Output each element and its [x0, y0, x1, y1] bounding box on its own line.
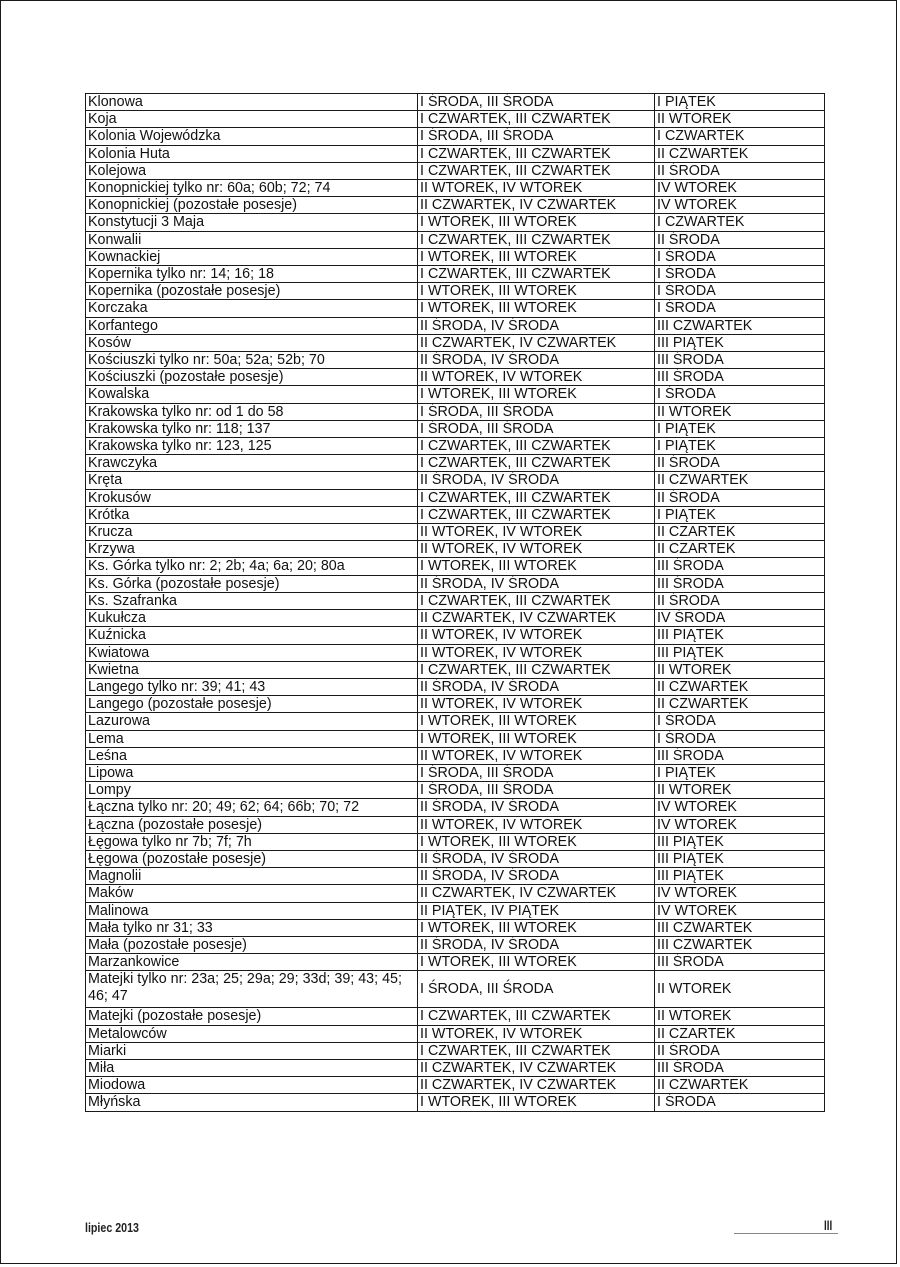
page-number: III	[824, 1217, 833, 1233]
mixed-waste-days-cell: I WTOREK, III WTOREK	[418, 214, 655, 231]
street-cell: Krakowska tylko nr: 118; 137	[86, 420, 418, 437]
street-cell: Mała tylko nr 31; 33	[86, 919, 418, 936]
mixed-waste-days-cell: II CZWARTEK, IV CZWARTEK	[418, 610, 655, 627]
selective-waste-day-cell: I ŚRODA	[655, 386, 825, 403]
table-row	[86, 248, 825, 265]
selective-waste-day-cell: II WTOREK	[655, 971, 825, 1008]
selective-waste-day-cell: II CZWARTEK	[655, 472, 825, 489]
mixed-waste-days-cell: I WTOREK, III WTOREK	[418, 919, 655, 936]
street-cell: Miodowa	[86, 1077, 418, 1094]
street-cell: Konstytucji 3 Maja	[86, 214, 418, 231]
selective-waste-day-cell: II ŚRODA	[655, 231, 825, 248]
table-row	[86, 1025, 825, 1042]
mixed-waste-days-cell: I ŚRODA, III ŚRODA	[418, 971, 655, 1008]
street-cell: Krótka	[86, 506, 418, 523]
table-row	[86, 472, 825, 489]
selective-waste-day-cell: III ŚRODA	[655, 954, 825, 971]
mixed-waste-days-cell: II ŚRODA, IV ŚRODA	[418, 799, 655, 816]
table-row	[86, 455, 825, 472]
mixed-waste-days-cell: II ŚRODA, IV ŚRODA	[418, 317, 655, 334]
selective-waste-day-cell: III PIĄTEK	[655, 644, 825, 661]
street-cell: Kuźnicka	[86, 627, 418, 644]
selective-waste-day-cell: II WTOREK	[655, 1008, 825, 1025]
table-row	[86, 524, 825, 541]
street-cell: Lazurowa	[86, 713, 418, 730]
street-cell: Matejki tylko nr: 23a; 25; 29a; 29; 33d; 39; 43; 45; 46; 47	[86, 971, 418, 1008]
mixed-waste-days-cell: II ŚRODA, IV ŚRODA	[418, 352, 655, 369]
selective-waste-day-cell: IV WTOREK	[655, 799, 825, 816]
table-row	[86, 231, 825, 248]
street-cell: Krakowska tylko nr: 123, 125	[86, 438, 418, 455]
footer-date: lipiec 2013	[85, 1220, 139, 1235]
street-cell: Kościuszki tylko nr: 50a; 52a; 52b; 70	[86, 352, 418, 369]
table-row	[86, 317, 825, 334]
table-row	[86, 713, 825, 730]
street-cell: Łęgowa tylko nr 7b; 7f; 7h	[86, 833, 418, 850]
selective-waste-day-cell: I ŚRODA	[655, 266, 825, 283]
selective-waste-day-cell: I ŚRODA	[655, 713, 825, 730]
street-cell: Krzywa	[86, 541, 418, 558]
mixed-waste-days-cell: II WTOREK, IV WTOREK	[418, 696, 655, 713]
table-row	[86, 868, 825, 885]
selective-waste-day-cell: IV WTOREK	[655, 816, 825, 833]
selective-waste-day-cell: III ŚRODA	[655, 747, 825, 764]
selective-waste-day-cell: IV WTOREK	[655, 885, 825, 902]
mixed-waste-days-cell: I CZWARTEK, III CZWARTEK	[418, 506, 655, 523]
street-cell: Krawczyka	[86, 455, 418, 472]
mixed-waste-days-cell: I ŚRODA, III ŚRODA	[418, 94, 655, 111]
street-cell: Łączna tylko nr: 20; 49; 62; 64; 66b; 70; 72	[86, 799, 418, 816]
footer-rule	[734, 1233, 838, 1234]
street-cell: Młyńska	[86, 1094, 418, 1111]
mixed-waste-days-cell: I CZWARTEK, III CZWARTEK	[418, 1042, 655, 1059]
selective-waste-day-cell: II WTOREK	[655, 111, 825, 128]
street-cell: Kwiatowa	[86, 644, 418, 661]
mixed-waste-days-cell: II ŚRODA, IV ŚRODA	[418, 678, 655, 695]
mixed-waste-days-cell: I WTOREK, III WTOREK	[418, 1094, 655, 1111]
table-row	[86, 1077, 825, 1094]
mixed-waste-days-cell: II WTOREK, IV WTOREK	[418, 524, 655, 541]
schedule-table-body	[86, 94, 825, 1112]
selective-waste-day-cell: II CZWARTEK	[655, 696, 825, 713]
table-row	[86, 420, 825, 437]
selective-waste-day-cell: I CZWARTEK	[655, 214, 825, 231]
table-row	[86, 644, 825, 661]
table-row	[86, 1008, 825, 1025]
mixed-waste-days-cell: I CZWARTEK, III CZWARTEK	[418, 455, 655, 472]
street-cell: Kwietna	[86, 661, 418, 678]
mixed-waste-days-cell: II WTOREK, IV WTOREK	[418, 180, 655, 197]
selective-waste-day-cell: IV WTOREK	[655, 197, 825, 214]
table-row	[86, 1094, 825, 1111]
table-row	[86, 678, 825, 695]
selective-waste-day-cell: I ŚRODA	[655, 1094, 825, 1111]
selective-waste-day-cell: I ŚRODA	[655, 300, 825, 317]
street-cell: Kopernika (pozostałe posesje)	[86, 283, 418, 300]
selective-waste-day-cell: I PIĄTEK	[655, 506, 825, 523]
selective-waste-day-cell: II ŚRODA	[655, 489, 825, 506]
selective-waste-day-cell: I PIĄTEK	[655, 420, 825, 437]
mixed-waste-days-cell: I ŚRODA, III ŚRODA	[418, 764, 655, 781]
street-cell: Krokusów	[86, 489, 418, 506]
street-cell: Kopernika tylko nr: 14; 16; 18	[86, 266, 418, 283]
table-row	[86, 352, 825, 369]
street-cell: Kościuszki (pozostałe posesje)	[86, 369, 418, 386]
selective-waste-day-cell: II WTOREK	[655, 782, 825, 799]
mixed-waste-days-cell: II CZWARTEK, IV CZWARTEK	[418, 197, 655, 214]
mixed-waste-days-cell: I WTOREK, III WTOREK	[418, 713, 655, 730]
street-cell: Metalowców	[86, 1025, 418, 1042]
mixed-waste-days-cell: I WTOREK, III WTOREK	[418, 558, 655, 575]
street-cell: Krucza	[86, 524, 418, 541]
mixed-waste-days-cell: II WTOREK, IV WTOREK	[418, 627, 655, 644]
selective-waste-day-cell: II ŚRODA	[655, 162, 825, 179]
selective-waste-day-cell: I ŚRODA	[655, 730, 825, 747]
table-row	[86, 334, 825, 351]
mixed-waste-days-cell: II WTOREK, IV WTOREK	[418, 369, 655, 386]
street-cell: Kukułcza	[86, 610, 418, 627]
street-cell: Maków	[86, 885, 418, 902]
mixed-waste-days-cell: I CZWARTEK, III CZWARTEK	[418, 162, 655, 179]
street-cell: Kolonia Wojewódzka	[86, 128, 418, 145]
selective-waste-day-cell: III PIĄTEK	[655, 334, 825, 351]
collection-schedule-table	[85, 93, 825, 1112]
street-cell: Kosów	[86, 334, 418, 351]
mixed-waste-days-cell: II ŚRODA, IV ŚRODA	[418, 575, 655, 592]
street-cell: Malinowa	[86, 902, 418, 919]
table-row	[86, 782, 825, 799]
mixed-waste-days-cell: II ŚRODA, IV ŚRODA	[418, 868, 655, 885]
table-row	[86, 850, 825, 867]
table-row	[86, 936, 825, 953]
mixed-waste-days-cell: II WTOREK, IV WTOREK	[418, 747, 655, 764]
selective-waste-day-cell: II WTOREK	[655, 661, 825, 678]
street-cell: Kręta	[86, 472, 418, 489]
selective-waste-day-cell: III PIĄTEK	[655, 627, 825, 644]
street-cell: Klonowa	[86, 94, 418, 111]
table-row	[86, 885, 825, 902]
street-cell: Lema	[86, 730, 418, 747]
table-row	[86, 833, 825, 850]
selective-waste-day-cell: I ŚRODA	[655, 283, 825, 300]
table-row	[86, 283, 825, 300]
selective-waste-day-cell: II CZARTEK	[655, 1025, 825, 1042]
mixed-waste-days-cell: I WTOREK, III WTOREK	[418, 386, 655, 403]
mixed-waste-days-cell: I CZWARTEK, III CZWARTEK	[418, 489, 655, 506]
selective-waste-day-cell: III ŚRODA	[655, 575, 825, 592]
selective-waste-day-cell: II ŚRODA	[655, 455, 825, 472]
mixed-waste-days-cell: II ŚRODA, IV ŚRODA	[418, 936, 655, 953]
selective-waste-day-cell: II CZWARTEK	[655, 1077, 825, 1094]
mixed-waste-days-cell: I CZWARTEK, III CZWARTEK	[418, 438, 655, 455]
table-row	[86, 111, 825, 128]
table-row	[86, 627, 825, 644]
street-cell: Langego tylko nr: 39; 41; 43	[86, 678, 418, 695]
mixed-waste-days-cell: I CZWARTEK, III CZWARTEK	[418, 661, 655, 678]
table-row	[86, 799, 825, 816]
selective-waste-day-cell: III CZWARTEK	[655, 317, 825, 334]
table-row	[86, 902, 825, 919]
street-cell: Łączna (pozostałe posesje)	[86, 816, 418, 833]
street-cell: Łęgowa (pozostałe posesje)	[86, 850, 418, 867]
selective-waste-day-cell: I CZWARTEK	[655, 128, 825, 145]
table-row	[86, 266, 825, 283]
selective-waste-day-cell: IV ŚRODA	[655, 610, 825, 627]
mixed-waste-days-cell: I WTOREK, III WTOREK	[418, 954, 655, 971]
street-cell: Ks. Górka (pozostałe posesje)	[86, 575, 418, 592]
selective-waste-day-cell: I ŚRODA	[655, 248, 825, 265]
table-row	[86, 506, 825, 523]
table-row	[86, 180, 825, 197]
street-cell: Kolonia Huta	[86, 145, 418, 162]
table-row	[86, 438, 825, 455]
table-row	[86, 816, 825, 833]
mixed-waste-days-cell: II CZWARTEK, IV CZWARTEK	[418, 1077, 655, 1094]
mixed-waste-days-cell: I WTOREK, III WTOREK	[418, 300, 655, 317]
mixed-waste-days-cell: I ŚRODA, III ŚRODA	[418, 782, 655, 799]
selective-waste-day-cell: I PIĄTEK	[655, 438, 825, 455]
table-row	[86, 747, 825, 764]
mixed-waste-days-cell: II WTOREK, IV WTOREK	[418, 816, 655, 833]
mixed-waste-days-cell: I CZWARTEK, III CZWARTEK	[418, 145, 655, 162]
mixed-waste-days-cell: II CZWARTEK, IV CZWARTEK	[418, 334, 655, 351]
mixed-waste-days-cell: I WTOREK, III WTOREK	[418, 833, 655, 850]
table-row	[86, 661, 825, 678]
table-row	[86, 558, 825, 575]
table-row	[86, 764, 825, 781]
street-cell: Marzankowice	[86, 954, 418, 971]
mixed-waste-days-cell: I WTOREK, III WTOREK	[418, 283, 655, 300]
selective-waste-day-cell: II CZARTEK	[655, 524, 825, 541]
table-row	[86, 128, 825, 145]
mixed-waste-days-cell: I ŚRODA, III ŚRODA	[418, 128, 655, 145]
selective-waste-day-cell: II CZARTEK	[655, 541, 825, 558]
mixed-waste-days-cell: I ŚRODA, III ŚRODA	[418, 420, 655, 437]
selective-waste-day-cell: II ŚRODA	[655, 1042, 825, 1059]
selective-waste-day-cell: III ŚRODA	[655, 558, 825, 575]
table-row	[86, 403, 825, 420]
mixed-waste-days-cell: I CZWARTEK, III CZWARTEK	[418, 1008, 655, 1025]
table-row	[86, 489, 825, 506]
street-cell: Ks. Szafranka	[86, 592, 418, 609]
selective-waste-day-cell: II WTOREK	[655, 403, 825, 420]
table-row	[86, 145, 825, 162]
table-row	[86, 214, 825, 231]
mixed-waste-days-cell: II ŚRODA, IV ŚRODA	[418, 472, 655, 489]
selective-waste-day-cell: III CZWARTEK	[655, 936, 825, 953]
mixed-waste-days-cell: I CZWARTEK, III CZWARTEK	[418, 266, 655, 283]
selective-waste-day-cell: III ŚRODA	[655, 352, 825, 369]
mixed-waste-days-cell: II CZWARTEK, IV CZWARTEK	[418, 885, 655, 902]
table-row	[86, 919, 825, 936]
table-row	[86, 954, 825, 971]
selective-waste-day-cell: III PIĄTEK	[655, 833, 825, 850]
street-cell: Konopnickiej (pozostałe posesje)	[86, 197, 418, 214]
selective-waste-day-cell: IV WTOREK	[655, 902, 825, 919]
table-row	[86, 369, 825, 386]
street-cell: Kownackiej	[86, 248, 418, 265]
table-row	[86, 575, 825, 592]
selective-waste-day-cell: III CZWARTEK	[655, 919, 825, 936]
mixed-waste-days-cell: I WTOREK, III WTOREK	[418, 730, 655, 747]
table-row	[86, 541, 825, 558]
street-cell: Korczaka	[86, 300, 418, 317]
mixed-waste-days-cell: II PIĄTEK, IV PIĄTEK	[418, 902, 655, 919]
street-cell: Lipowa	[86, 764, 418, 781]
street-cell: Matejki (pozostałe posesje)	[86, 1008, 418, 1025]
selective-waste-day-cell: III PIĄTEK	[655, 868, 825, 885]
selective-waste-day-cell: IV WTOREK	[655, 180, 825, 197]
table-row	[86, 610, 825, 627]
table-row	[86, 162, 825, 179]
mixed-waste-days-cell: I CZWARTEK, III CZWARTEK	[418, 111, 655, 128]
selective-waste-day-cell: III PIĄTEK	[655, 850, 825, 867]
selective-waste-day-cell: III ŚRODA	[655, 369, 825, 386]
mixed-waste-days-cell: I CZWARTEK, III CZWARTEK	[418, 592, 655, 609]
street-cell: Kolejowa	[86, 162, 418, 179]
table-row	[86, 1059, 825, 1076]
mixed-waste-days-cell: II CZWARTEK, IV CZWARTEK	[418, 1059, 655, 1076]
table-row	[86, 197, 825, 214]
mixed-waste-days-cell: I ŚRODA, III ŚRODA	[418, 403, 655, 420]
table-row	[86, 94, 825, 111]
selective-waste-day-cell: I PIĄTEK	[655, 94, 825, 111]
mixed-waste-days-cell: II WTOREK, IV WTOREK	[418, 541, 655, 558]
table-row	[86, 971, 825, 1008]
street-cell: Langego (pozostałe posesje)	[86, 696, 418, 713]
street-cell: Ks. Górka tylko nr: 2; 2b; 4a; 6a; 20; 80a	[86, 558, 418, 575]
street-cell: Konwalii	[86, 231, 418, 248]
street-cell: Miarki	[86, 1042, 418, 1059]
selective-waste-day-cell: II CZWARTEK	[655, 145, 825, 162]
street-cell: Miła	[86, 1059, 418, 1076]
mixed-waste-days-cell: II WTOREK, IV WTOREK	[418, 1025, 655, 1042]
selective-waste-day-cell: II ŚRODA	[655, 592, 825, 609]
street-cell: Magnolii	[86, 868, 418, 885]
mixed-waste-days-cell: I WTOREK, III WTOREK	[418, 248, 655, 265]
street-cell: Mała (pozostałe posesje)	[86, 936, 418, 953]
table-row	[86, 300, 825, 317]
mixed-waste-days-cell: I CZWARTEK, III CZWARTEK	[418, 231, 655, 248]
street-cell: Konopnickiej tylko nr: 60a; 60b; 72; 74	[86, 180, 418, 197]
selective-waste-day-cell: I PIĄTEK	[655, 764, 825, 781]
selective-waste-day-cell: II CZWARTEK	[655, 678, 825, 695]
table-row	[86, 730, 825, 747]
table-row	[86, 592, 825, 609]
street-cell: Krakowska tylko nr: od 1 do 58	[86, 403, 418, 420]
street-cell: Koja	[86, 111, 418, 128]
table-row	[86, 1042, 825, 1059]
mixed-waste-days-cell: II WTOREK, IV WTOREK	[418, 644, 655, 661]
table-row	[86, 386, 825, 403]
table-row	[86, 696, 825, 713]
selective-waste-day-cell: III ŚRODA	[655, 1059, 825, 1076]
street-cell: Lompy	[86, 782, 418, 799]
street-cell: Kowalska	[86, 386, 418, 403]
street-cell: Korfantego	[86, 317, 418, 334]
mixed-waste-days-cell: II ŚRODA, IV ŚRODA	[418, 850, 655, 867]
street-cell: Leśna	[86, 747, 418, 764]
